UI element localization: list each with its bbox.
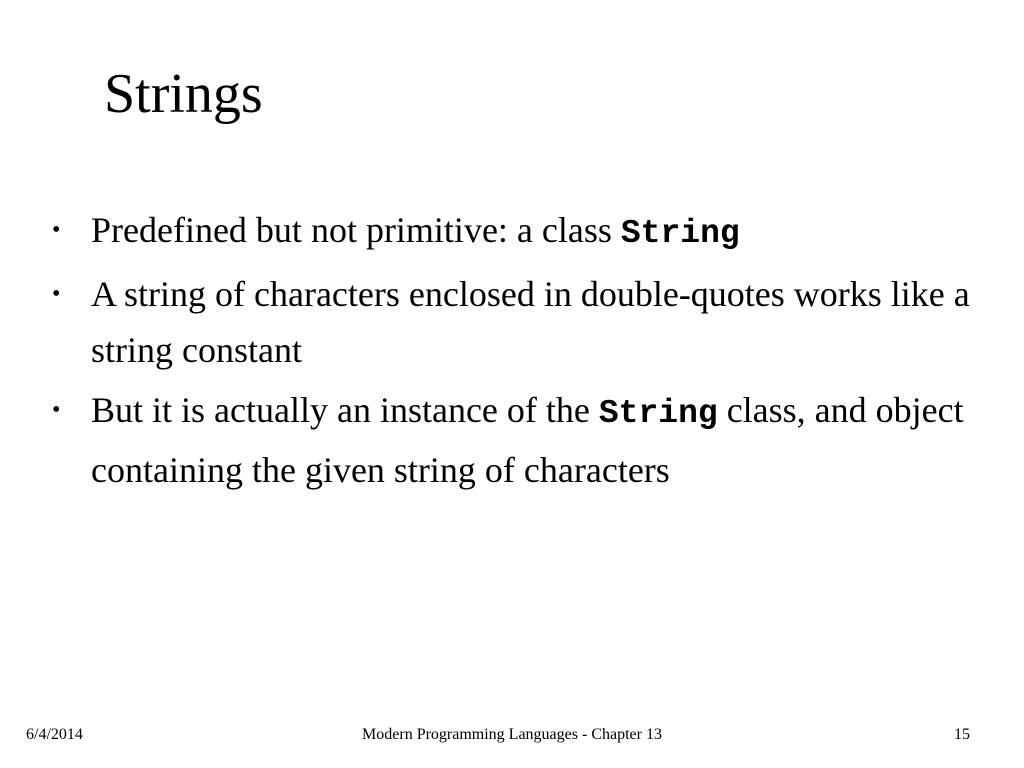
bullet-item-2 [52,266,1002,378]
bullet-list [52,202,1002,502]
bullet-icon: • [52,397,61,423]
bullet-item-3 [52,382,1002,498]
slide-title: Strings [104,63,263,125]
footer-date: 6/4/2014 [26,726,83,743]
page-number: 15 [954,726,970,743]
bullet-3-text: But it is actually an instance of the [91,390,599,430]
bullet-3-code: String [598,395,718,432]
footer-title: Modern Programming Languages - Chapter 13 [362,726,662,743]
bullet-icon: • [52,217,61,243]
bullet-1-code: String [620,215,740,252]
bullet-icon: • [52,281,61,307]
bullet-3-text-after: class, and object containing the given string of characters [91,390,964,490]
bullet-item-1 [52,202,1002,262]
bullet-2-text: A string of characters enclosed in double-quotes works like a string constant [91,274,970,370]
bullet-1-text: Predefined but not primitive: a class [91,210,621,250]
